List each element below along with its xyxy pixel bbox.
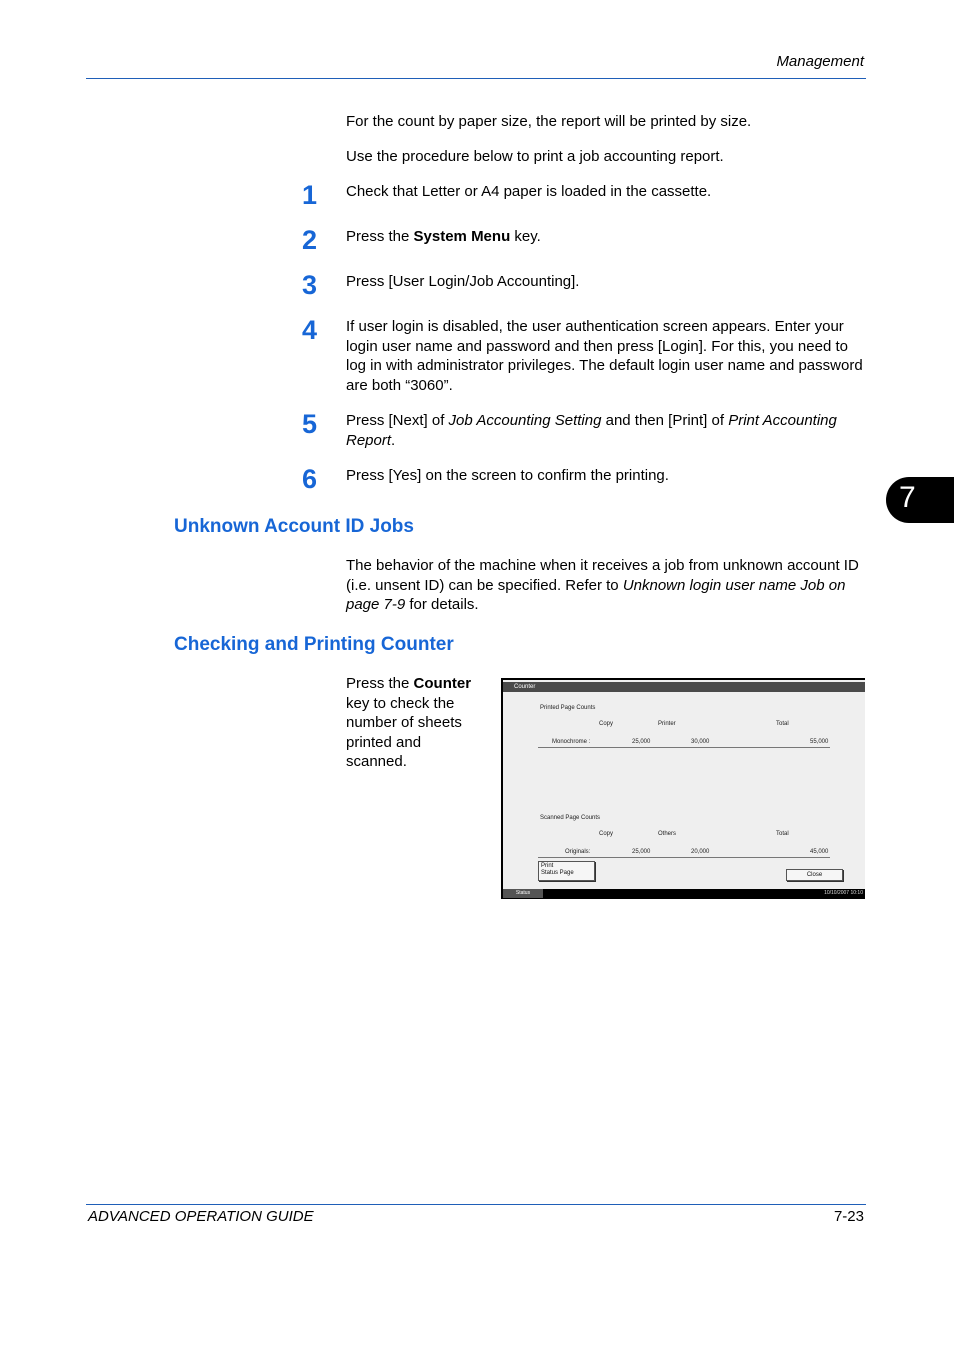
job-accounting-setting-ref: Job Accounting Setting: [448, 412, 602, 429]
chapter-tab: [886, 477, 954, 523]
scanned-col-others: Others: [658, 831, 677, 837]
counter-key-label: Counter: [413, 675, 472, 692]
scanned-col-copy: Copy: [599, 831, 614, 837]
counter-paragraph-pre: Press the: [346, 675, 414, 692]
footer-guide-title: ADVANCED OPERATION GUIDE: [88, 1208, 314, 1225]
printed-col-printer: Printer: [658, 721, 676, 727]
counter-paragraph: [346, 674, 486, 772]
footer-page-number: 7-23: [833, 1208, 864, 1225]
monochrome-label: Monochrome :: [552, 739, 591, 745]
screen-title-bar: [503, 682, 865, 692]
footer-rule: [86, 1204, 866, 1205]
printed-row-divider: [538, 747, 830, 748]
step-text-4: If user login is disabled, the user authentication screen appears. Enter your login user name and password and then press [Login]. For this, you need to log in with administrator privileges. The default login user name and password are both “3060”.: [346, 318, 863, 394]
unknown-account-pre: The behavior of the machine when it receives a job from unknown account ID (i.e. unsent ID) can be specified. Refer to: [346, 557, 859, 594]
heading-checking-printing-counter: Checking and Printing Counter: [174, 634, 454, 655]
step-text-5-pre: Press [Next] of: [346, 412, 449, 429]
step-number-3: 3: [302, 270, 318, 300]
step-number-2: 2: [302, 225, 318, 255]
print-status-page-line1: Print: [541, 863, 554, 869]
counter-screen: [501, 678, 865, 899]
screen-status-bar: [503, 889, 865, 898]
chapter-tab-number: 7: [899, 481, 916, 514]
running-header: Management: [776, 53, 864, 70]
step-text-5-post: .: [391, 431, 396, 449]
print-status-page-line2: Status Page: [541, 870, 574, 876]
print-accounting-report-ref: Print Accounting Report: [346, 412, 837, 449]
step-text-5-mid: and then [Print] of: [601, 412, 729, 429]
intro-paragraph-2: Use the procedure below to print a job accounting report.: [346, 148, 724, 165]
scanned-page-counts-label: Scanned Page Counts: [540, 815, 601, 821]
step-text-6: Press [Yes] on the screen to confirm the printing.: [346, 467, 669, 484]
printed-col-copy: Copy: [599, 721, 614, 727]
step-text-3: Press [User Login/Job Accounting].: [346, 273, 580, 290]
step-text-5: [346, 411, 868, 450]
system-menu-key-label: System Menu: [413, 228, 511, 245]
originals-total-value: 45,000: [810, 849, 829, 855]
unknown-login-ref-link: Unknown login user name Job on page 7-9: [346, 576, 846, 613]
header-rule: [86, 78, 866, 79]
step-number-4: 4: [302, 315, 318, 345]
printed-page-counts-label: Printed Page Counts: [540, 705, 596, 711]
heading-unknown-account-id-jobs: Unknown Account ID Jobs: [174, 516, 414, 537]
unknown-account-paragraph: [346, 556, 868, 615]
monochrome-printer-value: 30,000: [691, 739, 710, 745]
step-text-2-post: key.: [510, 228, 541, 245]
status-tab[interactable]: Status: [503, 889, 543, 898]
close-button[interactable]: Close: [786, 869, 843, 881]
step-number-5: 5: [302, 409, 318, 439]
scanned-col-total: Total: [776, 831, 789, 837]
counter-screen-body: [503, 680, 865, 889]
screen-title: Counter: [514, 684, 536, 690]
status-datetime: 10/10/2007 10:10: [824, 890, 863, 896]
step-number-1: 1: [302, 180, 318, 210]
print-status-page-button[interactable]: [538, 861, 595, 881]
scanned-row-divider: [538, 857, 830, 858]
originals-label: Originals:: [565, 849, 591, 855]
unknown-account-post: for details.: [405, 596, 479, 613]
originals-others-value: 20,000: [691, 849, 710, 855]
originals-copy-value: 25,000: [632, 849, 651, 855]
monochrome-total-value: 55,000: [810, 739, 829, 745]
step-text-2: [346, 227, 868, 247]
printed-col-total: Total: [776, 721, 789, 727]
step-text-1: Check that Letter or A4 paper is loaded in the cassette.: [346, 183, 712, 200]
step-number-6: 6: [302, 464, 318, 494]
intro-paragraph-1: For the count by paper size, the report will be printed by size.: [346, 113, 752, 130]
counter-paragraph-post: key to check the number of sheets printed and scanned.: [346, 694, 462, 770]
step-text-2-pre: Press the: [346, 228, 414, 245]
monochrome-copy-value: 25,000: [632, 739, 651, 745]
